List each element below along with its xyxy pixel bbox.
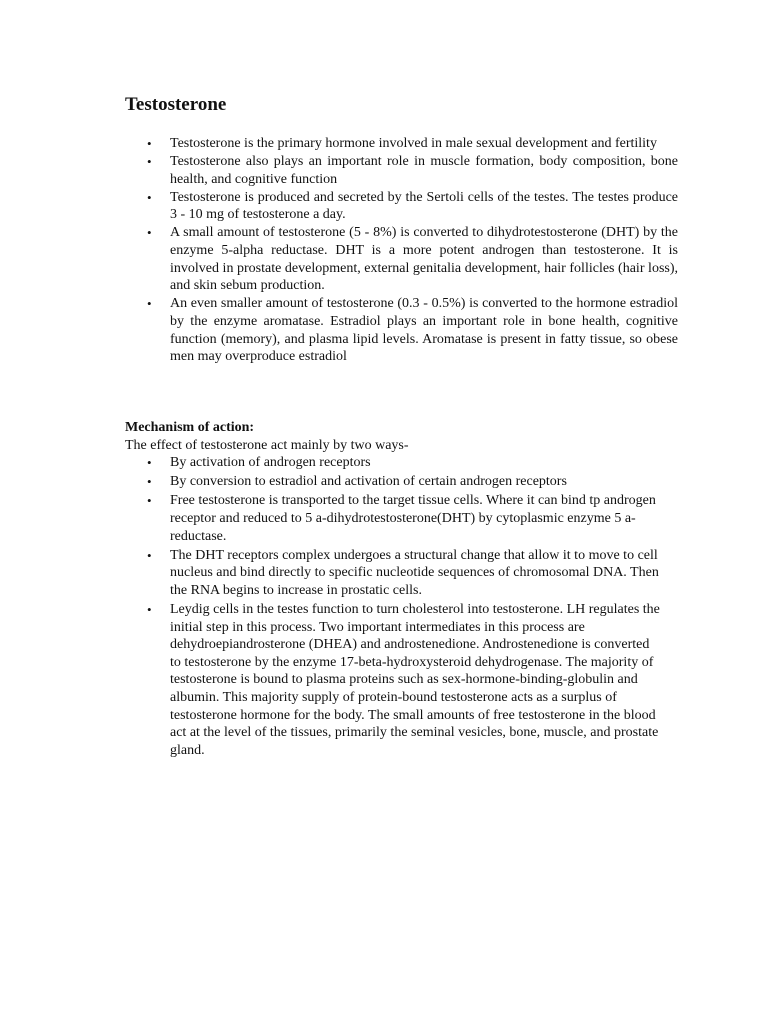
bullet-icon: • (147, 455, 152, 471)
mechanism-intro: The effect of testosterone act mainly by two ways- (125, 437, 409, 453)
bullet-icon: • (147, 547, 152, 563)
bullet-icon: • (147, 154, 152, 170)
intro-bullet-list (147, 135, 678, 366)
bullet-icon: • (147, 225, 152, 241)
bullet-icon: • (147, 474, 152, 490)
intro-list-item (147, 189, 678, 224)
intro-list-item-text: An even smaller amount of testosterone (0.3 - 0.5%) is converted to the hormone estradiol by the enzyme aromatase. Estradiol plays an important role in bone health, cognitive function (memory), and plasma lipid levels. Aromatase is present in fatty tissue, so obese men may overproduce estradiol (170, 296, 678, 365)
bullet-icon: • (147, 189, 152, 205)
bullet-icon: • (147, 493, 152, 509)
mechanism-list-item-text: Free testosterone is transported to the target tissue cells. Where it can bind tp androgen receptor and reduced to 5 a-dihydrotestosterone(DHT) by cytoplasmic enzyme 5 a- reductase. (170, 493, 656, 544)
intro-list-item (147, 135, 678, 153)
mechanism-list-item (147, 492, 660, 545)
bullet-icon: • (147, 136, 152, 151)
intro-list-item-text: A small amount of testosterone (5 - 8%) is converted to dihydrotestosterone (DHT) by the enzyme 5-alpha reductase. DHT is a more potent androgen than testosterone. It is involved in prostate development, external genitalia development, hair follicles (hair loss), and skin sebum production. (170, 225, 678, 294)
bullet-icon: • (147, 601, 152, 617)
intro-list-item (147, 153, 678, 188)
mechanism-list-item (147, 547, 660, 600)
mechanism-list-item (147, 473, 660, 491)
mechanism-list-item-text: By conversion to estradiol and activation of certain androgen receptors (170, 474, 567, 490)
intro-list-item-text: Testosterone is produced and secreted by the Sertoli cells of the testes. The testes produce 3 - 10 mg of testosterone a day. (170, 189, 678, 223)
mechanism-list-item-text: Leydig cells in the testes function to turn cholesterol into testosterone. LH regulates the initial step in this process. Two important intermediates in this process are dehydroepiandrosterone (DHEA) and androstenedione. Androstenedione is converted to testosterone by the enzyme 17-beta-hydroxysteroid dehydrogenase. The majority of testosterone is bound to plasma proteins such as sex-hormone-binding-globulin and albumin. This majority supply of protein-bound testosterone acts as a surplus of testosterone hormone for the body. The small amounts of free testosterone in the blood act at the level of the tissues, primarily the seminal vesicles, bone, muscle, and prostate gland. (170, 601, 660, 758)
intro-list-item-text: Testosterone is the primary hormone involved in male sexual development and fertility (170, 136, 657, 151)
intro-list-item (147, 224, 678, 294)
mechanism-heading: Mechanism of action: (125, 420, 255, 435)
document-title: Testosterone (125, 94, 227, 115)
mechanism-list-item (147, 454, 660, 472)
mechanism-section (125, 419, 685, 761)
intro-list-item (147, 295, 678, 365)
mechanism-list-item (147, 601, 660, 759)
mechanism-list-item-text: By activation of androgen receptors (170, 455, 371, 471)
intro-list-item-text: Testosterone also plays an important role in muscle formation, body composition, bone health, and cognitive function (170, 154, 678, 187)
mechanism-bullet-list (125, 454, 660, 759)
bullet-icon: • (147, 296, 152, 312)
mechanism-list-item-text: The DHT receptors complex undergoes a structural change that allow it to move to cell nucleus and bind directly to specific nucleotide sequences of chromosomal DNA. Then the RNA begins to increase in prostatic cells. (170, 547, 659, 598)
